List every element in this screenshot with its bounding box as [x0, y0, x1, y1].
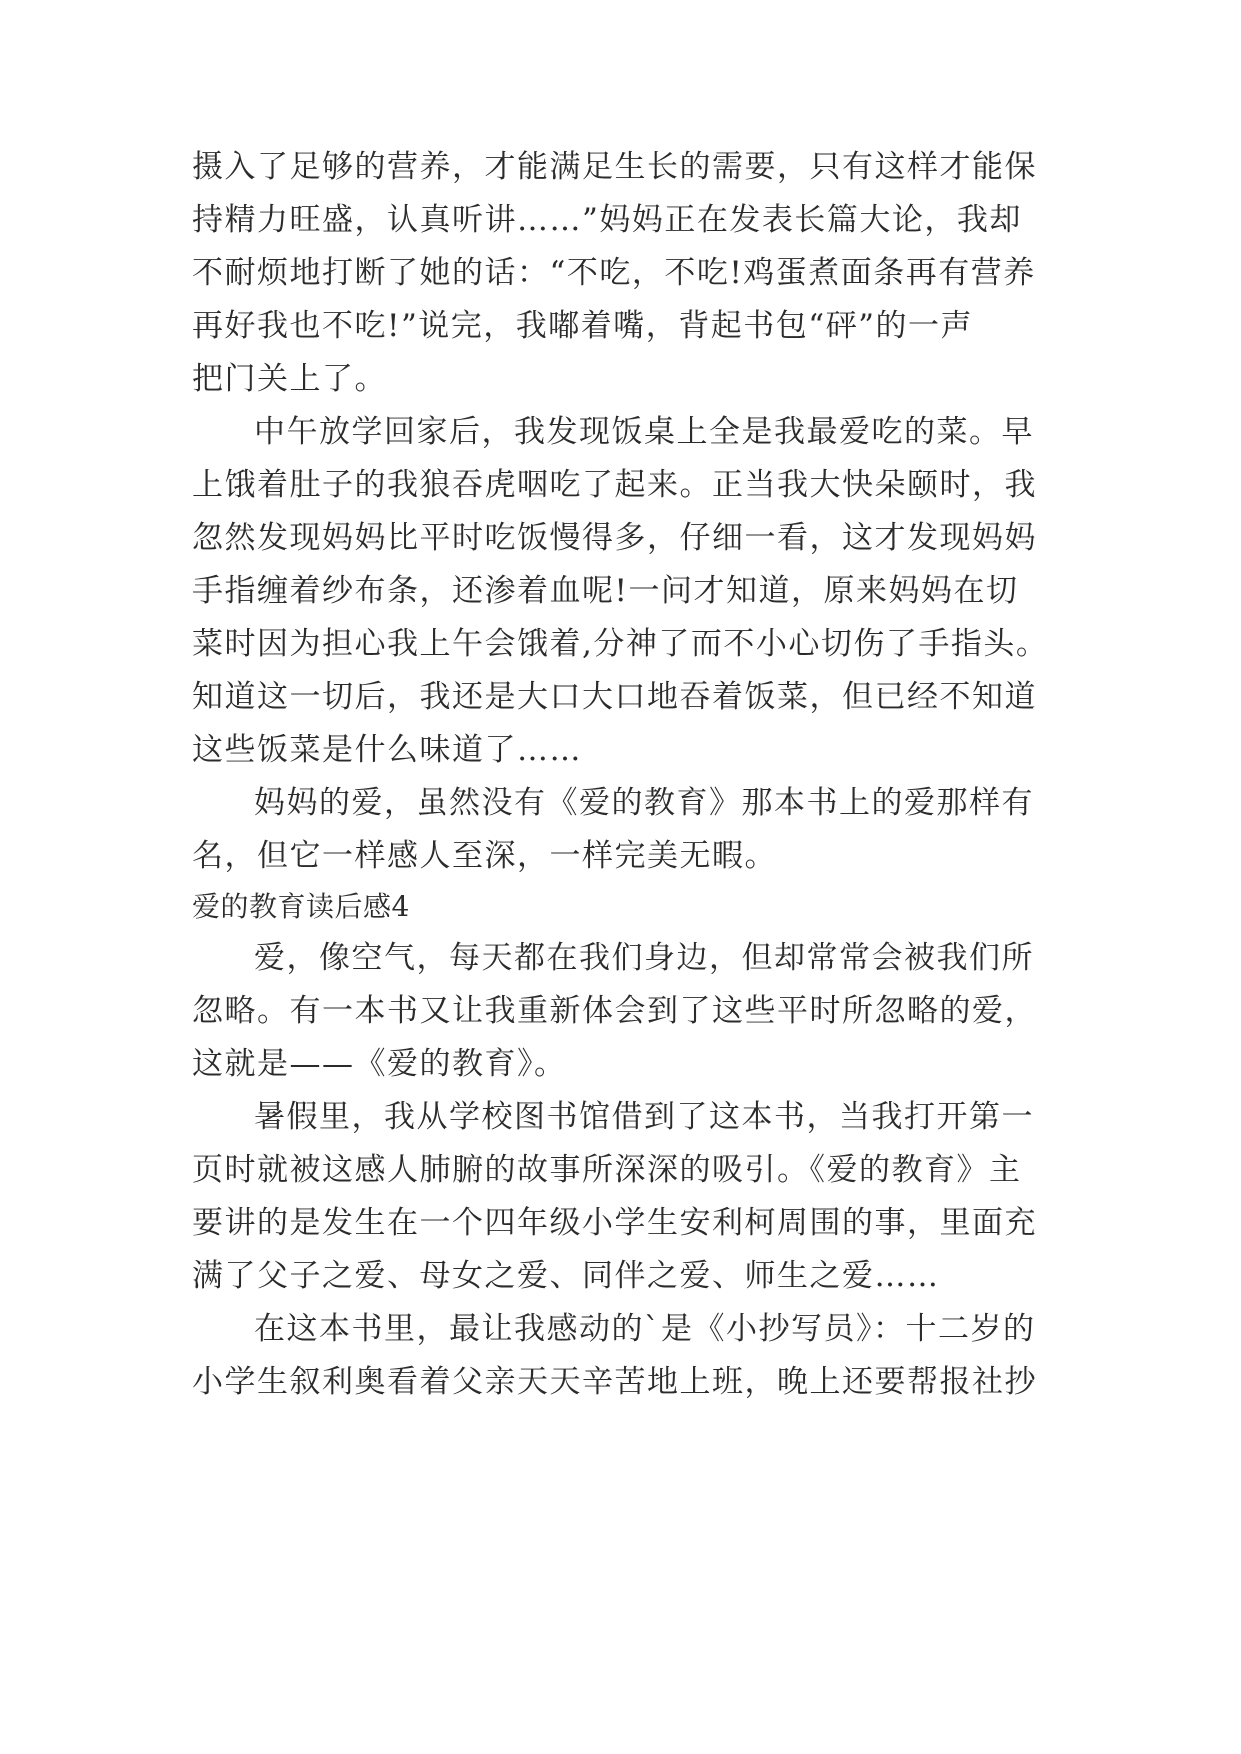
- text-line: 满了父子之爱、母女之爱、同伴之爱、师生之爱……: [192, 1258, 940, 1294]
- text-line: 持精力旺盛，认真听讲……”妈妈正在发表长篇大论，我却: [192, 202, 1022, 238]
- text-line: 再好我也不吃!”说完，我嘟着嘴，背起书包“砰”的一声: [192, 308, 973, 344]
- text-line: 暑假里，我从学校图书馆借到了这本书，当我打开第一: [254, 1099, 1034, 1135]
- text-line: 知道这一切后，我还是大口大口地吞着饭菜，但已经不知道: [192, 679, 1037, 715]
- text-line: 小学生叙利奥看着父亲天天辛苦地上班，晚上还要帮报社抄: [192, 1364, 1037, 1400]
- text-line: 在这本书里，最让我感动的`是《小抄写员》：十二岁的: [254, 1311, 1036, 1347]
- text-line: 把门关上了。: [192, 361, 387, 397]
- section-heading: 爱的教育读后感4: [192, 890, 410, 923]
- text-line: 忽略。有一本书又让我重新体会到了这些平时所忽略的爱，: [192, 993, 1037, 1029]
- text-line: 不耐烦地打断了她的话：“不吃，不吃!鸡蛋煮面条再有营养: [192, 255, 1036, 291]
- text-line: 要讲的是发生在一个四年级小学生安利柯周围的事，里面充: [192, 1205, 1037, 1241]
- text-line: 这些饭菜是什么味道了……: [192, 732, 582, 768]
- text-line: 上饿着肚子的我狼吞虎咽吃了起来。正当我大快朵颐时，我: [192, 467, 1037, 503]
- text-line: 页时就被这感人肺腑的故事所深深的吸引。《爱的教育》主: [192, 1152, 1022, 1188]
- text-line: 爱，像空气，每天都在我们身边，但却常常会被我们所: [254, 940, 1034, 976]
- text-line: 手指缠着纱布条，还渗着血呢!一问才知道，原来妈妈在切: [192, 573, 1019, 609]
- text-line: 这就是——《爱的教育》。: [192, 1046, 567, 1082]
- text-line: 名，但它一样感人至深，一样完美无暇。: [192, 838, 777, 874]
- text-line: 忽然发现妈妈比平时吃饭慢得多，仔细一看，这才发现妈妈: [192, 520, 1037, 556]
- text-line: 摄入了足够的营养，才能满足生长的需要，只有这样才能保: [192, 149, 1037, 185]
- text-line: 中午放学回家后，我发现饭桌上全是我最爱吃的菜。早: [254, 414, 1034, 450]
- text-line: 菜时因为担心我上午会饿着,分神了而不小心切伤了手指头。: [192, 626, 1049, 662]
- text-line: 妈妈的爱，虽然没有《爱的教育》那本书上的爱那样有: [254, 785, 1034, 821]
